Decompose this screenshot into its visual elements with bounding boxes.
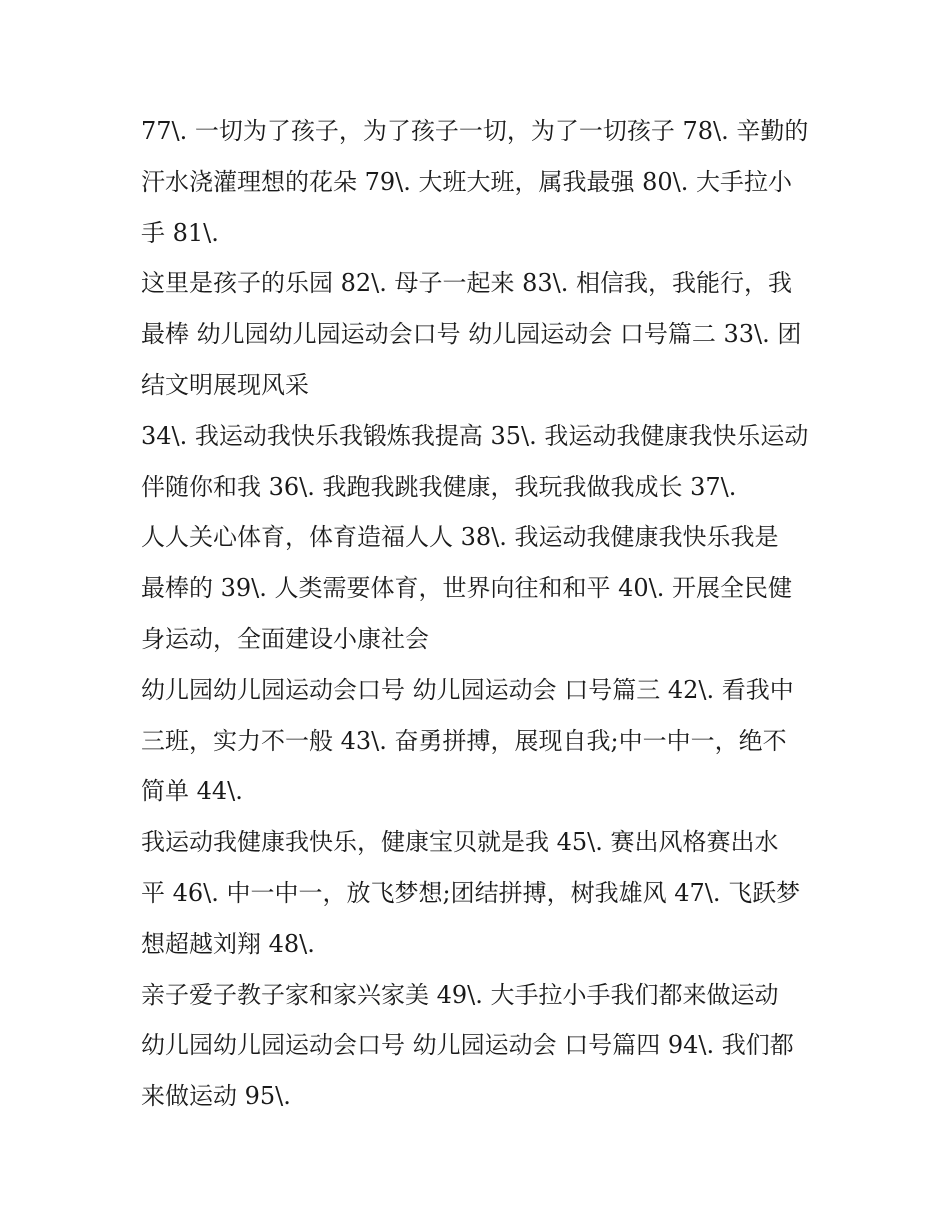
text-line: 简单 44\.: [141, 777, 243, 806]
text-line: 汗水浇灌理想的花朵 79\. 大班大班，属我最强 80\. 大手拉小: [141, 167, 793, 196]
text-line: 三班，实力不一般 43\. 奋勇拼搏，展现自我;中一中一，绝不: [141, 726, 787, 755]
text-line: 最棒 幼儿园幼儿园运动会口号 幼儿园运动会 口号篇二 33\. 团: [141, 320, 802, 349]
text-line: 77\. 一切为了孩子，为了孩子一切，为了一切孩子 78\. 辛勤的: [141, 117, 809, 145]
text-line: 这里是孩子的乐园 82\. 母子一起来 83\. 相信我，我能行，我: [141, 269, 793, 298]
text-line: 手 81\.: [141, 218, 219, 247]
text-line: 34\. 我运动我快乐我锻炼我提高 35\. 我运动我健康我快乐运动: [141, 421, 809, 450]
text-line: 我运动我健康我快乐，健康宝贝就是我 45\. 赛出风格赛出水: [141, 828, 779, 857]
text-line: 伴随你和我 36\. 我跑我跳我健康，我玩我做我成长 37\.: [141, 472, 737, 501]
text-line: 结文明展现风采: [141, 370, 309, 399]
text-line: 想超越刘翔 48\.: [141, 929, 315, 958]
text-line: 最棒的 39\. 人类需要体育，世界向往和和平 40\. 开展全民健: [141, 574, 793, 603]
document-body: [141, 106, 821, 1122]
text-line: 来做运动 95\.: [141, 1082, 291, 1111]
text-line: 身运动，全面建设小康社会: [141, 624, 429, 653]
text-line: 亲子爱子教子家和家兴家美 49\. 大手拉小手我们都来做运动: [141, 980, 779, 1009]
text-line: 幼儿园幼儿园运动会口号 幼儿园运动会 口号篇三 42\. 看我中: [141, 675, 794, 704]
text-line: 幼儿园幼儿园运动会口号 幼儿园运动会 口号篇四 94\. 我们都: [141, 1031, 794, 1060]
text-line: 平 46\. 中一中一，放飞梦想;团结拼搏，树我雄风 47\. 飞跃梦: [141, 878, 801, 907]
text-line: 人人关心体育，体育造福人人 38\. 我运动我健康我快乐我是: [141, 523, 779, 552]
